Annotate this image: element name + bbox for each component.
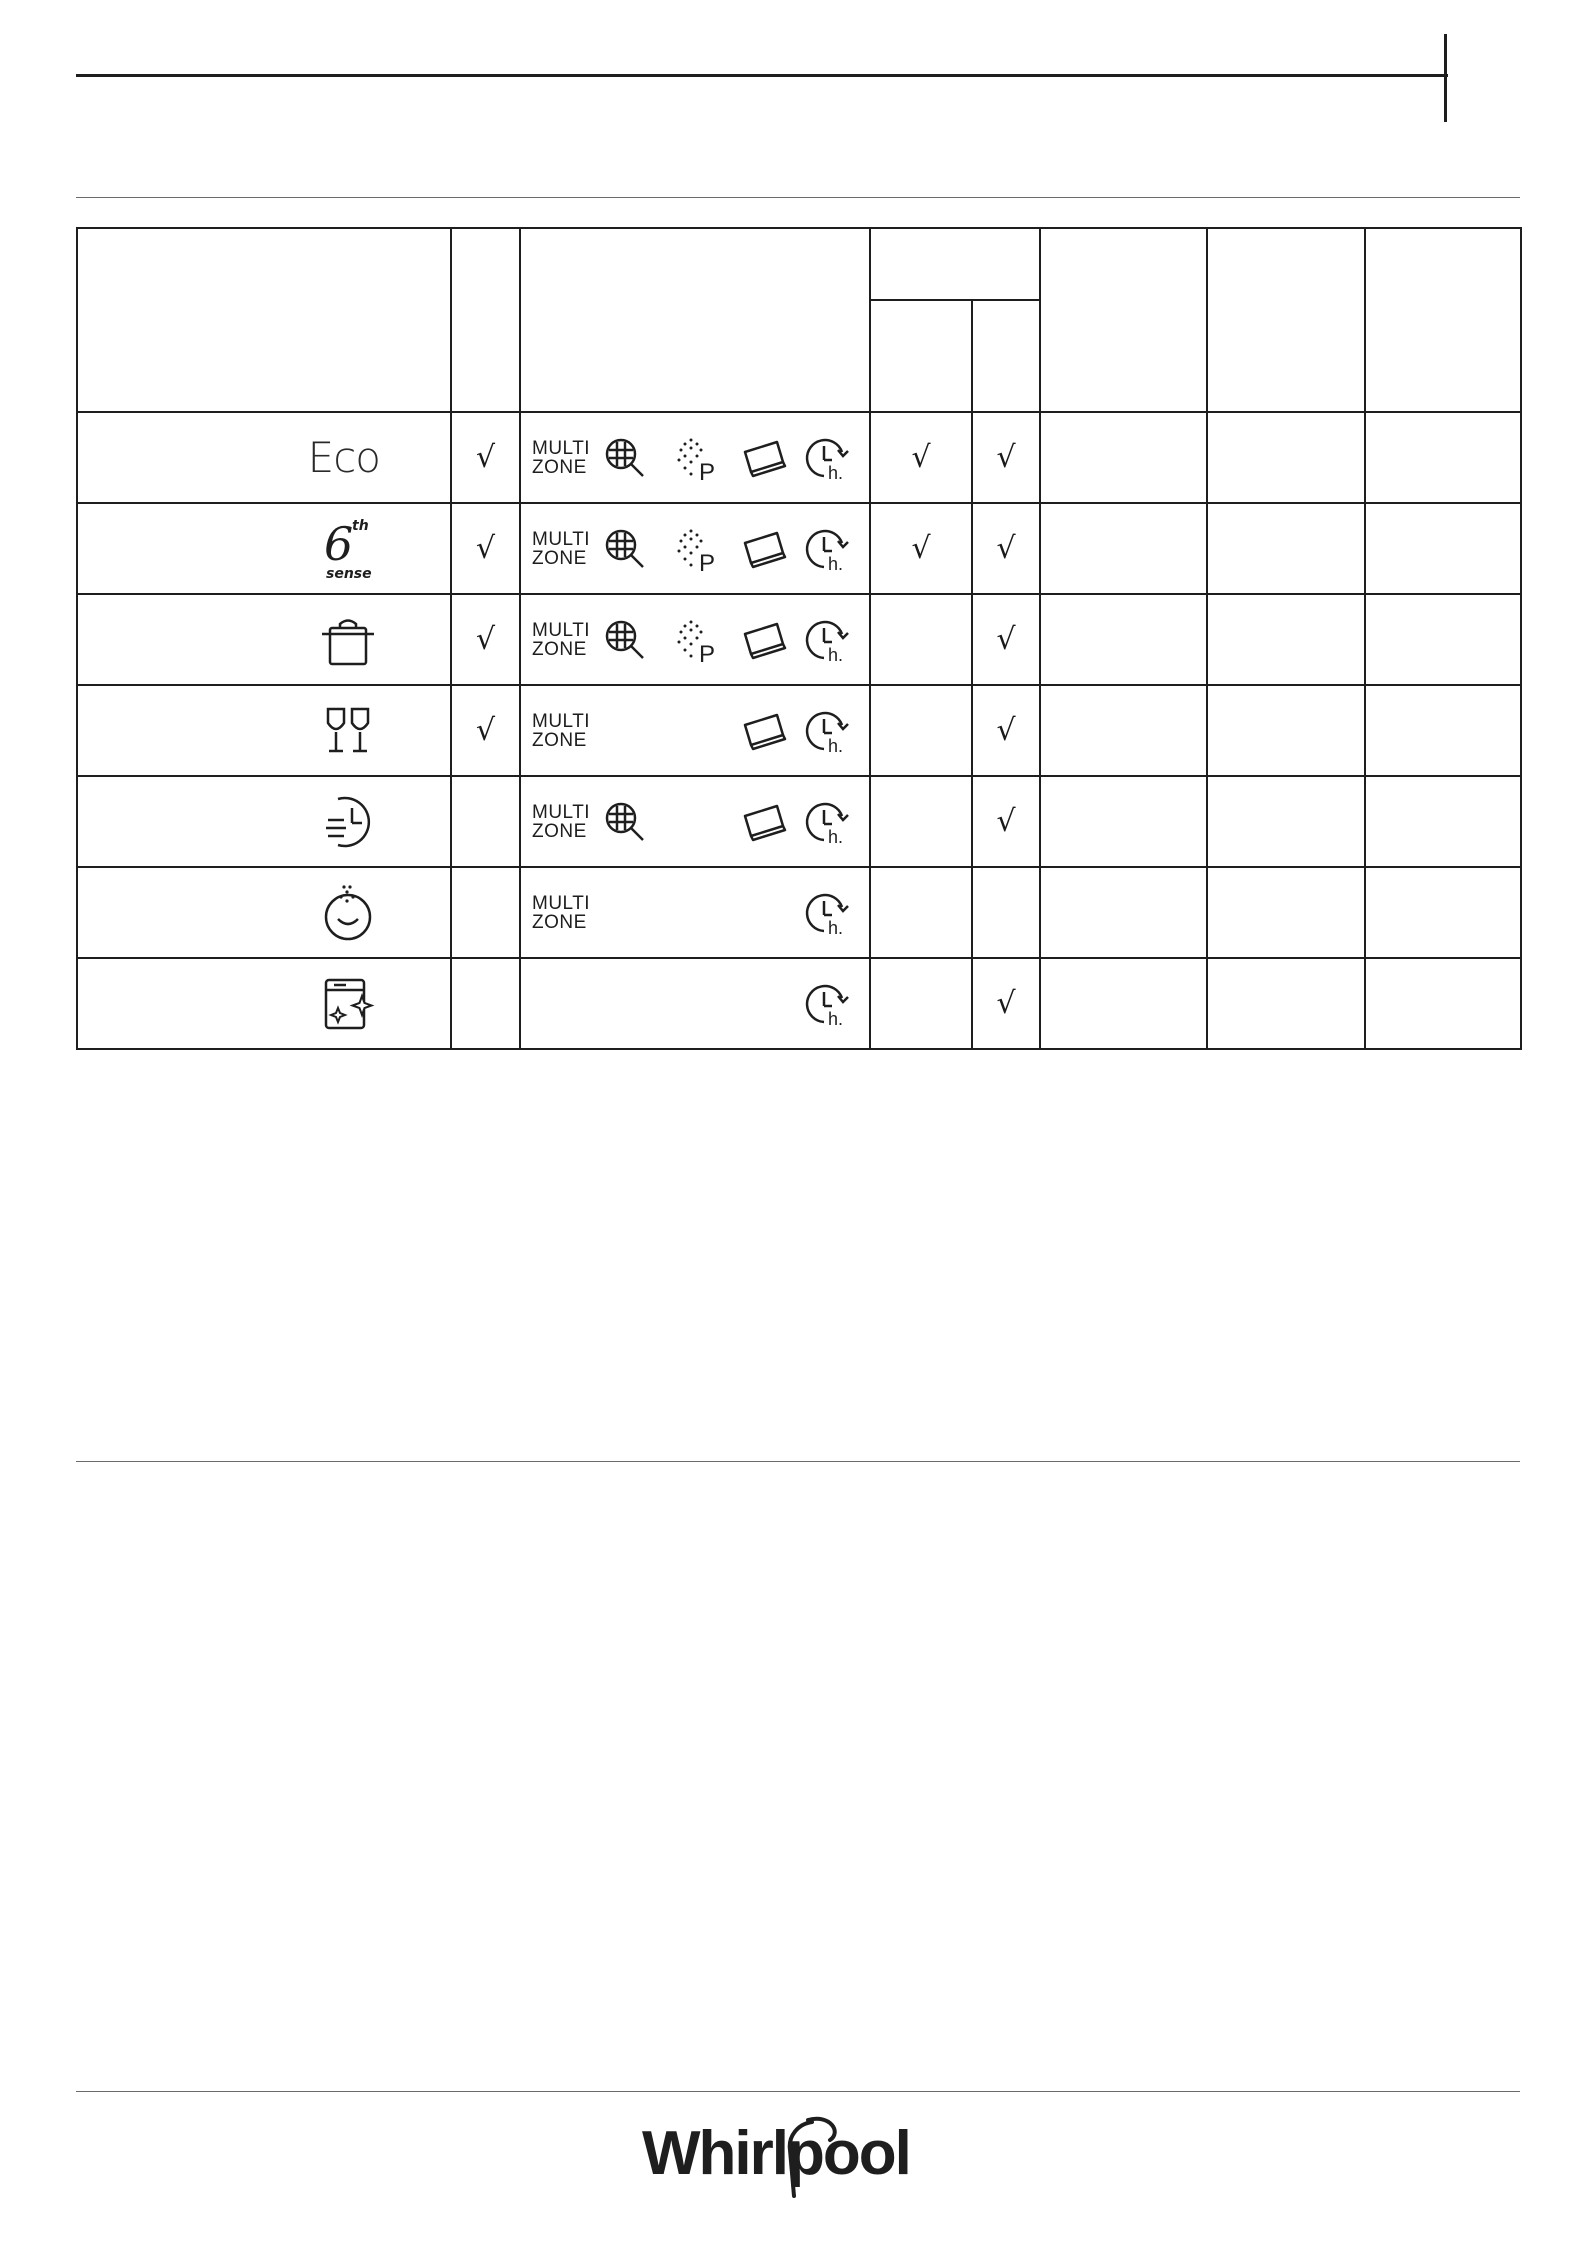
options-cell	[521, 687, 869, 775]
header-col-7	[1207, 228, 1365, 412]
delay-icon	[804, 980, 852, 1028]
check-cell	[870, 594, 972, 685]
check-cell: √	[972, 685, 1040, 776]
check-cell	[870, 776, 972, 867]
check-cell: √	[972, 594, 1040, 685]
check-cell: √	[451, 503, 520, 594]
programme-row-intensive	[77, 594, 1521, 685]
powerwash-icon	[671, 616, 719, 664]
svg-text:sense: sense	[326, 565, 372, 582]
multizone-label: MULTI ZONE	[532, 801, 591, 842]
delay-icon	[804, 434, 852, 482]
check-cell: √	[451, 594, 520, 685]
svg-text:Whirlpool: Whirlpool	[642, 2119, 910, 2188]
options-cell	[521, 505, 869, 593]
header-sub-a	[870, 300, 972, 412]
tablet-icon	[739, 707, 787, 755]
check-cell	[451, 776, 520, 867]
tablet-icon	[739, 434, 787, 482]
check-cell: √	[972, 776, 1040, 867]
extra-zoom-icon	[601, 525, 649, 573]
check-cell	[451, 867, 520, 958]
self-clean-icon	[316, 972, 380, 1036]
check-cell: √	[451, 685, 520, 776]
delay-icon	[804, 616, 852, 664]
header-divider	[76, 197, 1520, 198]
header-sub-b	[972, 300, 1040, 412]
tablet-icon	[739, 798, 787, 846]
svg-text:th: th	[352, 517, 369, 534]
check-cell: √	[870, 412, 972, 503]
extra-zoom-icon	[601, 434, 649, 482]
header-group	[870, 228, 1040, 300]
check-cell: √	[870, 503, 972, 594]
header-programme	[77, 228, 451, 412]
extra-zoom-icon	[601, 798, 649, 846]
delay-icon	[804, 707, 852, 755]
header-col-8	[1365, 228, 1521, 412]
header-options	[520, 228, 870, 412]
check-cell	[972, 867, 1040, 958]
header-col-1	[451, 228, 520, 412]
check-cell: √	[972, 503, 1040, 594]
check-cell	[451, 958, 520, 1049]
programme-row-glass	[77, 685, 1521, 776]
check-cell	[870, 867, 972, 958]
options-cell	[521, 414, 869, 502]
svg-text:6: 6	[324, 516, 354, 571]
check-cell	[870, 958, 972, 1049]
programme-row-quick	[77, 776, 1521, 867]
check-cell: √	[451, 412, 520, 503]
programme-row-eco	[77, 412, 1521, 503]
options-cell	[521, 778, 869, 866]
header-col-6	[1040, 228, 1207, 412]
pot-icon	[316, 608, 380, 672]
glasses-icon	[316, 699, 380, 763]
tablet-icon	[739, 525, 787, 573]
multizone-label: MULTI ZONE	[532, 528, 591, 569]
check-cell: √	[972, 958, 1040, 1049]
6th-sense-icon	[316, 514, 380, 584]
top-rule	[76, 74, 1448, 77]
powerwash-icon	[671, 434, 719, 482]
programme-table	[76, 227, 1522, 1050]
delay-icon	[804, 525, 852, 573]
delay-icon	[804, 798, 852, 846]
options-cell	[521, 960, 869, 1048]
programme-row-self-clean	[77, 958, 1521, 1049]
programme-row-rinse	[77, 867, 1521, 958]
whirlpool-logo	[640, 2110, 950, 2210]
options-cell	[521, 869, 869, 957]
top-tick-mark	[1444, 34, 1447, 122]
tablet-icon	[739, 616, 787, 664]
powerwash-icon	[671, 525, 719, 573]
multizone-label: MULTI ZONE	[532, 437, 591, 478]
multizone-label: MULTI ZONE	[532, 619, 591, 660]
check-cell	[870, 685, 972, 776]
multizone-label: MULTI ZONE	[532, 710, 591, 751]
eco-label: Eco	[307, 433, 380, 482]
check-cell: √	[972, 412, 1040, 503]
quick-clock-icon	[316, 790, 380, 854]
smile-icon	[316, 881, 380, 945]
delay-icon	[804, 889, 852, 937]
options-cell	[521, 596, 869, 684]
extra-zoom-icon	[601, 616, 649, 664]
multizone-label: MULTI ZONE	[532, 892, 591, 933]
programme-row-6th-sense	[77, 503, 1521, 594]
section-divider	[76, 1461, 1520, 1462]
footer-divider	[76, 2091, 1520, 2092]
